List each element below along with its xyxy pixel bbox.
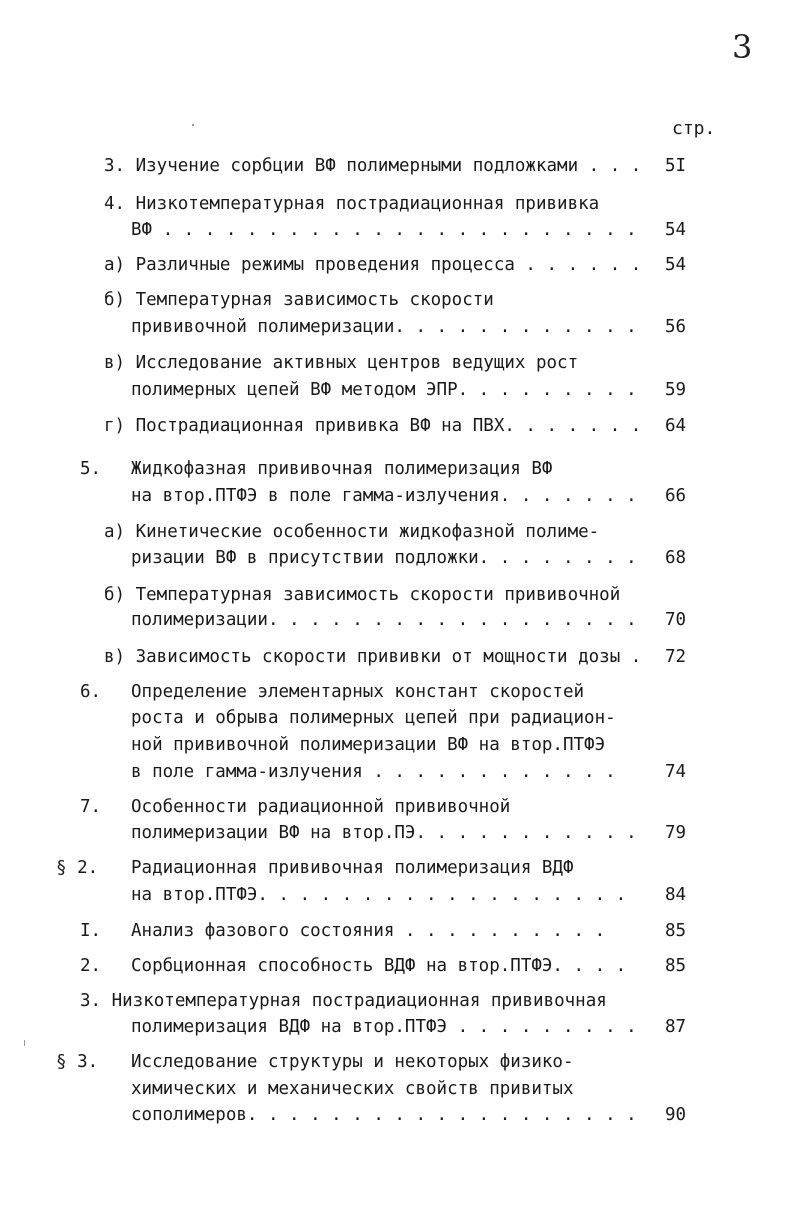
- toc-page-ref: 79: [665, 823, 687, 843]
- toc-entry-text: Жидкофазная прививочная полимеризация ВФ: [131, 459, 553, 479]
- toc-entry-text: 5.: [80, 459, 102, 479]
- toc-entry-text: полимеризации ВФ на втор.ПЭ. . . . . . . . . . .: [131, 823, 637, 843]
- toc-entry-text: а) Кинетические особенности жидкофазной полиме-: [104, 522, 600, 542]
- toc-entry-text: 3. Изучение сорбции ВФ полимерными подложками . . .: [104, 156, 642, 176]
- toc-entry-text: ной прививочной полимеризации ВФ на втор.ПТФЭ: [131, 735, 606, 755]
- toc-entry-text: 3. Низкотемпературная пострадиационная прививочная: [80, 991, 607, 1011]
- toc-page-ref: 72: [665, 647, 687, 667]
- toc-entry-text: Особенности радиационной прививочной: [131, 797, 511, 817]
- toc-entry-text: в) Зависимость скорости прививки от мощности дозы .: [104, 647, 642, 667]
- toc-entry-text: § 2.: [56, 858, 99, 878]
- toc-entry-text: в поле гамма-излучения . . . . . . . . . . . .: [131, 762, 616, 782]
- toc-entry-text: Определение элементарных констант скоростей: [131, 682, 585, 702]
- toc-page-ref: 90: [665, 1105, 687, 1125]
- toc-entry-text: 4. Низкотемпературная пострадиационная прививка: [104, 194, 600, 214]
- toc-entry-text: полимеризация ВДФ на втор.ПТФЭ . . . . . . . . .: [131, 1017, 637, 1037]
- toc-entry-text: 6.: [80, 682, 102, 702]
- toc-entry-text: I.: [80, 921, 102, 941]
- toc-entry-text: химических и механических свойств привитых: [131, 1079, 574, 1099]
- toc-entry-text: 7.: [80, 797, 102, 817]
- toc-page-ref: 54: [665, 255, 687, 275]
- toc-entry-text: Анализ фазового состояния . . . . . . . . . .: [131, 921, 606, 941]
- toc-entry-text: в) Исследование активных центров ведущих рост: [104, 353, 579, 373]
- toc-entry-text: Исследование структуры и некоторых физико-: [131, 1052, 574, 1072]
- toc-entry-text: ризации ВФ в присутствии подложки. . . . . . . .: [131, 548, 637, 568]
- toc-entry-text: б) Температурная зависимость скорости: [104, 290, 494, 310]
- toc-page-ref: 70: [665, 610, 687, 630]
- toc-page-ref: 85: [665, 921, 687, 941]
- toc-entry-text: на втор.ПТФЭ в поле гамма-излучения. . . . . . .: [131, 486, 637, 506]
- toc-page-ref: 85: [665, 956, 687, 976]
- scan-speck: [192, 124, 194, 126]
- toc-page-ref: 68: [665, 548, 687, 568]
- toc-page-ref: 54: [665, 220, 687, 240]
- toc-entry-text: § 3.: [56, 1052, 99, 1072]
- toc-entry-text: роста и обрыва полимерных цепей при радиацион-: [131, 708, 616, 728]
- page-column-label: стр.: [672, 118, 716, 139]
- toc-page-ref: 59: [665, 380, 687, 400]
- toc-entry-text: Сорбционная способность ВДФ на втор.ПТФЭ. . . .: [131, 956, 627, 976]
- toc-entry-text: г) Пострадиационная прививка ВФ на ПВХ. . . . . . .: [104, 416, 642, 436]
- toc-entry-text: полимерных цепей ВФ методом ЭПР. . . . . . . . .: [131, 380, 637, 400]
- toc-page-ref: 84: [665, 885, 687, 905]
- toc-page-ref: 66: [665, 486, 687, 506]
- toc-page-ref: 5I: [665, 156, 687, 176]
- page-number: 3: [732, 28, 753, 66]
- scan-speck: [24, 1040, 25, 1046]
- toc-page-ref: 87: [665, 1017, 687, 1037]
- toc-entry-text: б) Температурная зависимость скорости прививочной: [104, 585, 621, 605]
- toc-page-ref: 64: [665, 416, 687, 436]
- toc-entry-text: полимеризации. . . . . . . . . . . . . . . . . .: [131, 610, 637, 630]
- toc-page-ref: 74: [665, 762, 687, 782]
- toc-entry-text: сополимеров. . . . . . . . . . . . . . . . . . .: [131, 1105, 637, 1125]
- toc-entry-text: прививочной полимеризации. . . . . . . . . . . .: [131, 317, 637, 337]
- toc-entry-text: на втор.ПТФЭ. . . . . . . . . . . . . . . . . .: [131, 885, 627, 905]
- toc-entry-text: а) Различные режимы проведения процесса . . . . . .: [104, 255, 642, 275]
- toc-entry-text: 2.: [80, 956, 102, 976]
- toc-entry-text: Радиационная прививочная полимеризация ВДФ: [131, 858, 574, 878]
- toc-page-ref: 56: [665, 317, 687, 337]
- toc-entry-text: ВФ . . . . . . . . . . . . . . . . . . . . . . .: [131, 220, 637, 240]
